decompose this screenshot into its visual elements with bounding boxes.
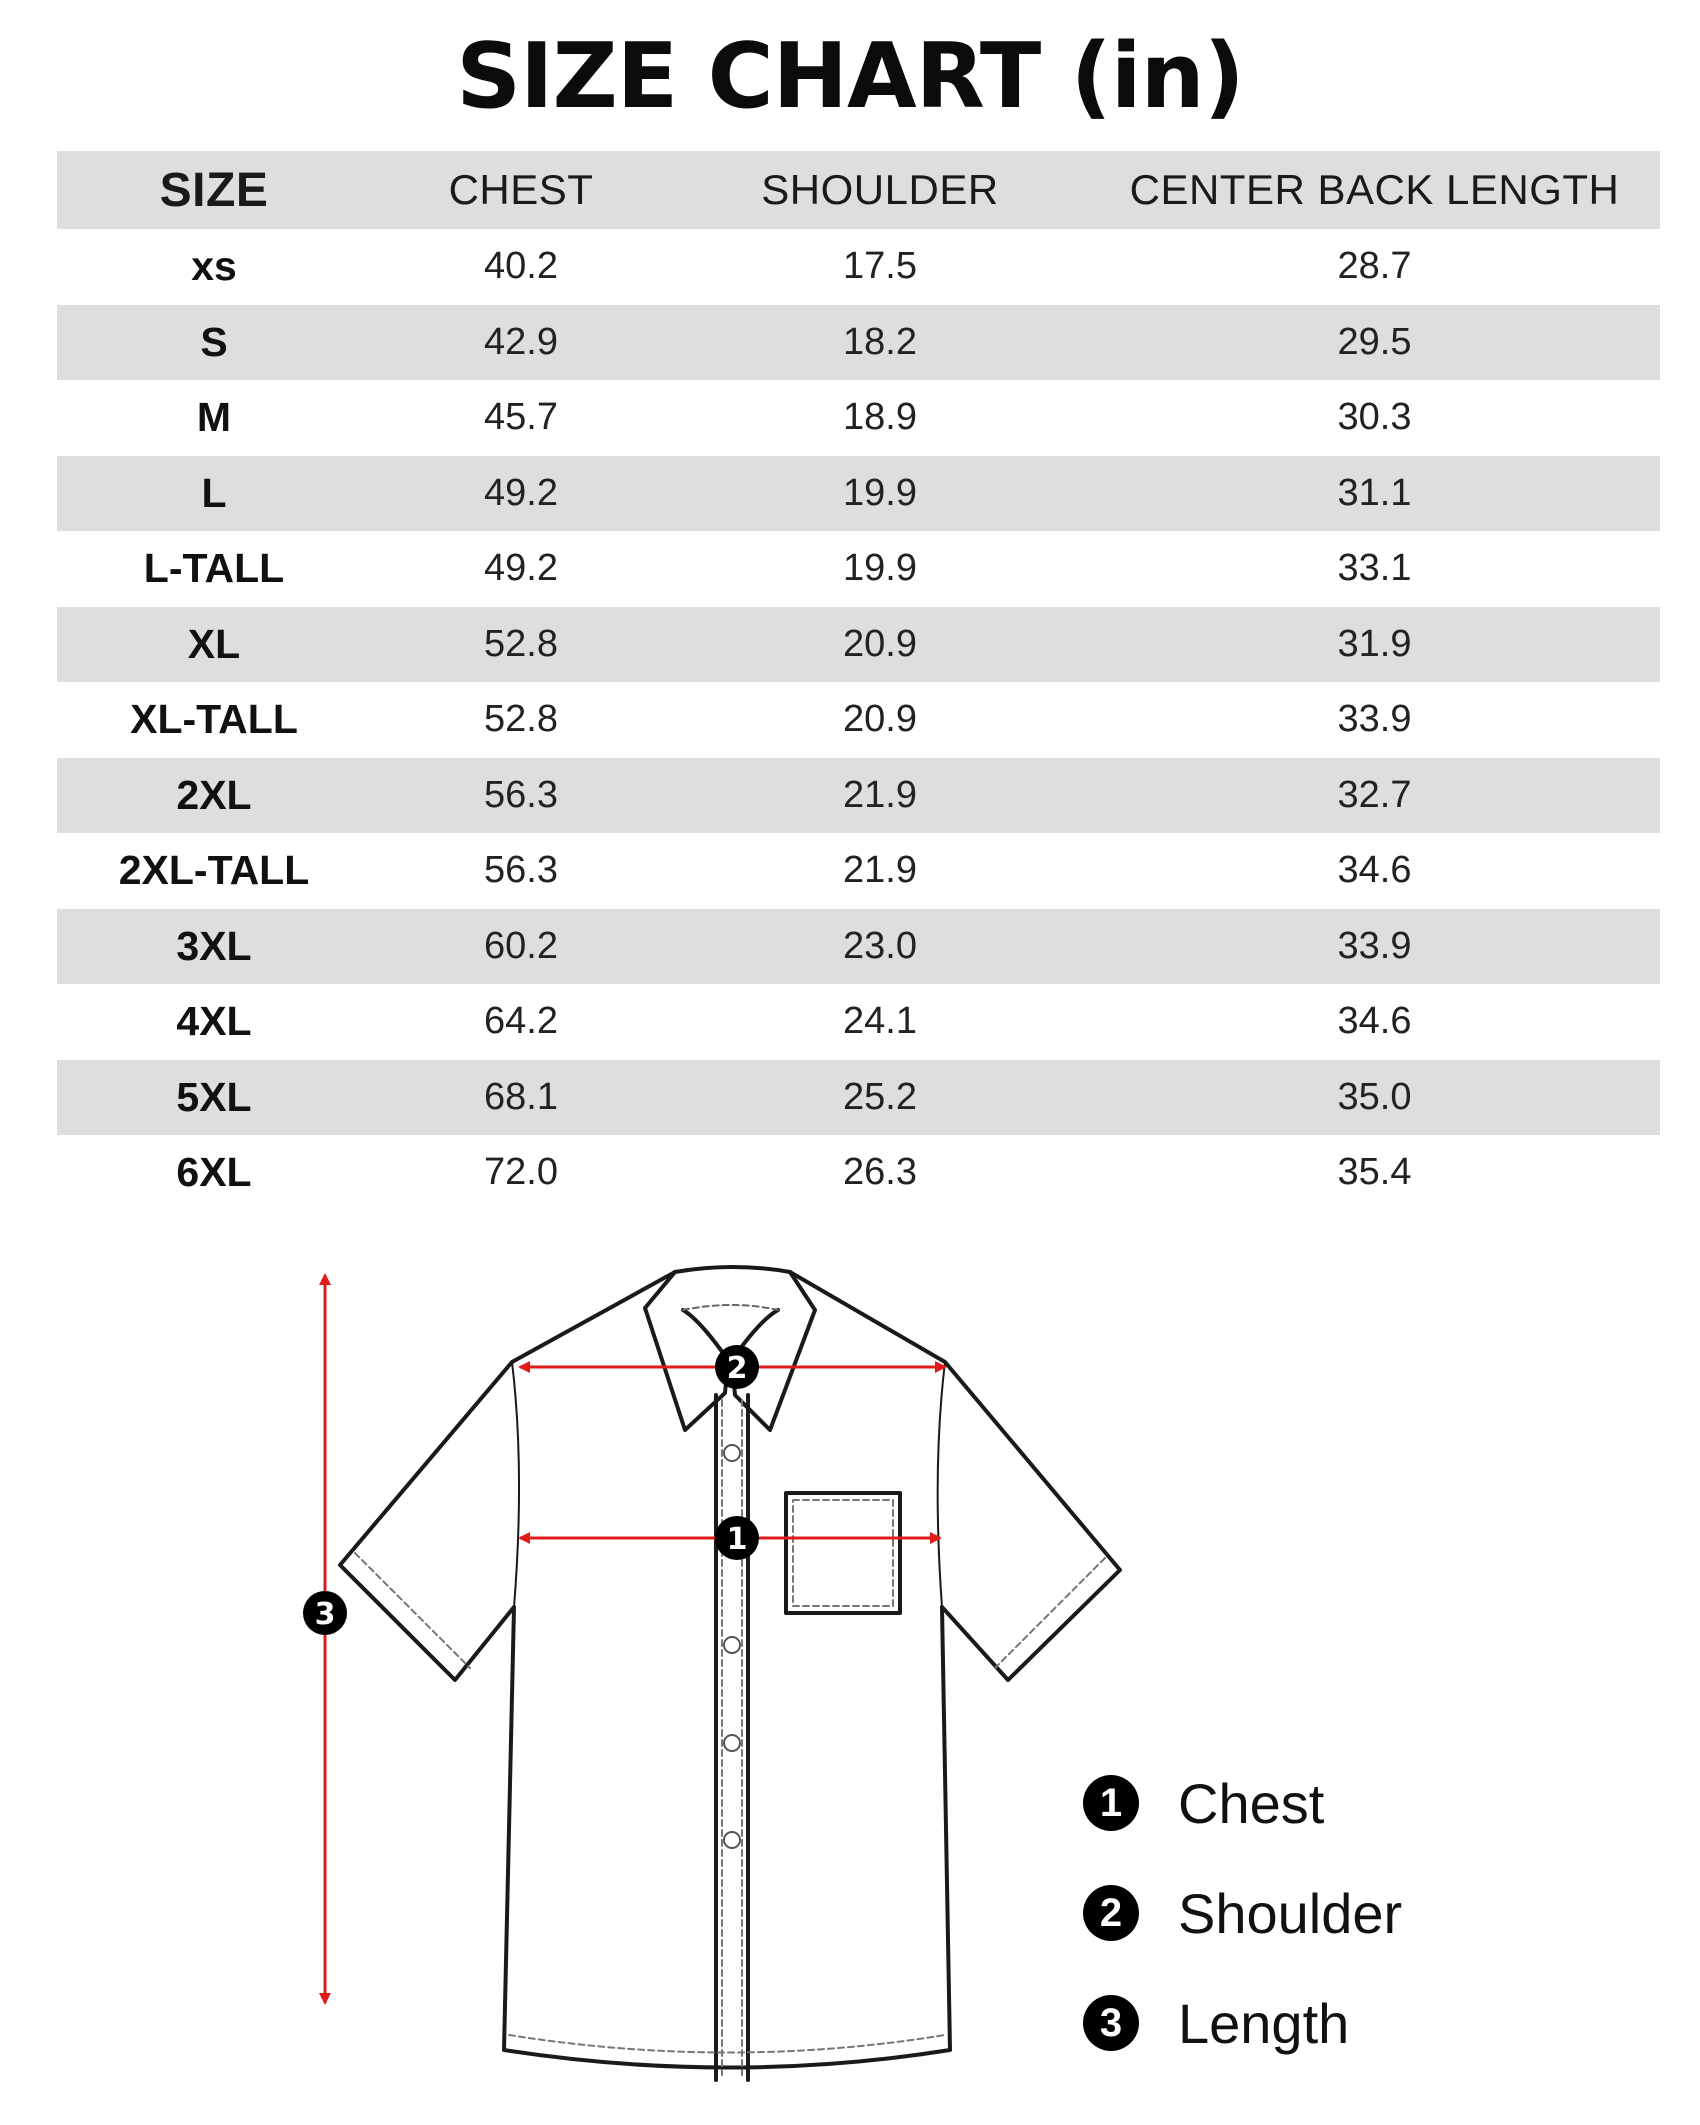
- chest-cell: 45.7: [484, 396, 558, 439]
- shoulder-cell: 21.9: [843, 849, 917, 892]
- length-cell: 32.7: [1337, 773, 1412, 816]
- length-cell: 29.5: [1337, 320, 1412, 363]
- size-cell: 2XL-TALL: [118, 847, 310, 894]
- size-cell: M: [196, 394, 232, 441]
- size-cell: L: [201, 469, 227, 516]
- page-title: SIZE CHART (in): [456, 24, 1244, 129]
- header-chest: CHEST: [448, 166, 594, 213]
- shoulder-cell: 20.9: [843, 622, 917, 665]
- table-row: [57, 380, 1660, 456]
- header-shoulder: SHOULDER: [761, 166, 999, 213]
- length-cell: 33.1: [1337, 547, 1412, 590]
- size-cell: 6XL: [176, 1149, 252, 1196]
- marker-length-label: 3: [314, 1597, 336, 1632]
- legend-label: Shoulder: [1178, 1881, 1403, 1945]
- length-cell: 30.3: [1337, 396, 1412, 439]
- table-row: [57, 607, 1660, 683]
- size-cell: 2XL: [176, 771, 252, 818]
- size-cell: 4XL: [176, 998, 252, 1045]
- table-row: [57, 682, 1660, 758]
- table-header-row: [57, 151, 1660, 229]
- header-size: SIZE: [159, 163, 269, 217]
- size-cell: XL: [187, 620, 241, 667]
- length-cell: 31.9: [1337, 622, 1412, 665]
- marker-length: [303, 1591, 347, 1635]
- size-cell: 5XL: [176, 1073, 252, 1120]
- table-row: [57, 305, 1660, 381]
- table-row: [57, 833, 1660, 909]
- shoulder-cell: 23.0: [843, 924, 917, 967]
- marker-shoulder: [715, 1345, 759, 1389]
- chest-cell: 64.2: [484, 1000, 558, 1043]
- shoulder-cell: 20.9: [843, 698, 917, 741]
- legend-number-icon: 1: [1083, 1775, 1139, 1831]
- chest-cell: 49.2: [484, 471, 558, 514]
- chest-cell: 52.8: [484, 622, 558, 665]
- shoulder-cell: 26.3: [843, 1151, 917, 1194]
- length-cell: 31.1: [1337, 471, 1412, 514]
- legend-label: Length: [1178, 1991, 1350, 2055]
- shoulder-cell: 18.2: [843, 320, 917, 363]
- size-table: [57, 151, 1660, 1211]
- chest-cell: 56.3: [484, 849, 558, 892]
- legend-item-shoulder: [1083, 1858, 1402, 1968]
- chest-cell: 40.2: [484, 245, 558, 288]
- shirt-body: [340, 1272, 1120, 2068]
- chest-cell: 52.8: [484, 698, 558, 741]
- chest-cell: 49.2: [484, 547, 558, 590]
- shoulder-cell: 18.9: [843, 396, 917, 439]
- header-center-back-length: CENTER BACK LENGTH: [1129, 166, 1620, 213]
- length-cell: 28.7: [1337, 245, 1412, 288]
- shirt-pocket: [786, 1493, 900, 1613]
- legend-item-length: [1083, 1968, 1402, 2078]
- chest-cell: 56.3: [484, 773, 558, 816]
- table-row: [57, 1135, 1660, 1211]
- shoulder-cell: 24.1: [843, 1000, 917, 1043]
- length-cell: 33.9: [1337, 698, 1412, 741]
- size-cell: 3XL: [176, 922, 252, 969]
- shoulder-cell: 17.5: [843, 245, 917, 288]
- legend-label: Chest: [1178, 1771, 1325, 1835]
- shoulder-cell: 19.9: [843, 547, 917, 590]
- chest-cell: 42.9: [484, 320, 558, 363]
- table-row: [57, 909, 1660, 985]
- marker-shoulder-label: 2: [726, 1351, 748, 1386]
- marker-chest-label: 1: [726, 1522, 748, 1557]
- length-cell: 35.0: [1337, 1075, 1412, 1118]
- shirt-illustration: [0, 1240, 1700, 2125]
- legend-number-icon: 2: [1083, 1885, 1139, 1941]
- length-cell: 34.6: [1337, 849, 1412, 892]
- table-row: [57, 456, 1660, 532]
- table-row: [57, 1060, 1660, 1136]
- marker-chest: [715, 1516, 759, 1560]
- size-cell: L-TALL: [143, 545, 285, 592]
- legend-number-icon: 3: [1083, 1995, 1139, 2051]
- shoulder-cell: 21.9: [843, 773, 917, 816]
- size-cell: XL-TALL: [130, 696, 298, 743]
- length-cell: 33.9: [1337, 924, 1412, 967]
- legend-item-chest: [1083, 1748, 1402, 1858]
- size-cell: S: [200, 318, 228, 365]
- measurement-legend: [1083, 1748, 1402, 2078]
- shoulder-cell: 19.9: [843, 471, 917, 514]
- table-row: [57, 531, 1660, 607]
- table-row: [57, 229, 1660, 305]
- table-row: [57, 758, 1660, 834]
- shoulder-cell: 25.2: [843, 1075, 917, 1118]
- length-cell: 35.4: [1337, 1151, 1412, 1194]
- chest-cell: 68.1: [484, 1075, 558, 1118]
- chest-cell: 60.2: [484, 924, 558, 967]
- size-cell: xs: [191, 243, 237, 290]
- length-cell: 34.6: [1337, 1000, 1412, 1043]
- table-row: [57, 984, 1660, 1060]
- chest-cell: 72.0: [484, 1151, 558, 1194]
